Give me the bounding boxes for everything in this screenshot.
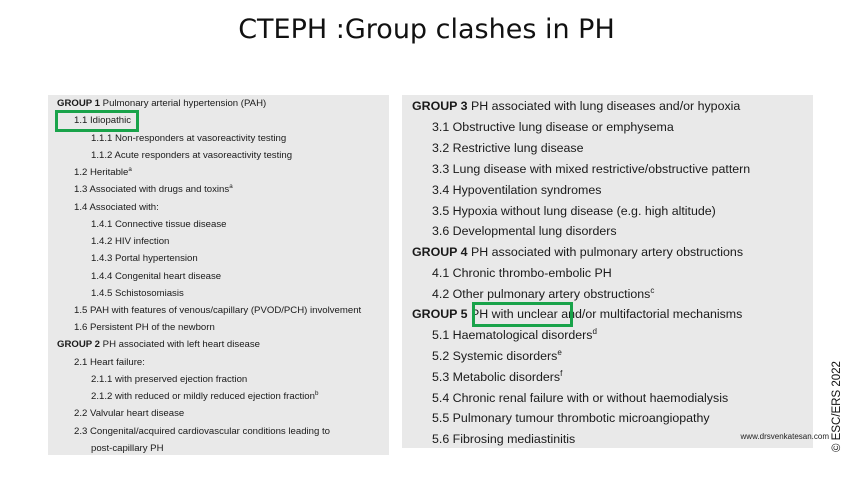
footnote-marker: c	[650, 285, 655, 295]
item-5-2	[432, 349, 562, 363]
item-text: 2.1.2 with reduced or mildly reduced ejection fraction	[91, 391, 315, 402]
item-4-1: 4.1 Chronic thrombo-embolic PH	[432, 266, 612, 280]
item-5-3	[432, 370, 562, 384]
item-1-6: 1.6 Persistent PH of the newborn	[74, 322, 215, 333]
item-text: 1.3 Associated with drugs and toxins	[74, 184, 230, 195]
item-1-4-4: 1.4.4 Congenital heart disease	[91, 271, 222, 282]
group-label: GROUP 4	[412, 245, 468, 259]
item-2-3-cont: post-capillary PH	[91, 443, 164, 454]
item-3-2: 3.2 Restrictive lung disease	[432, 141, 584, 155]
group-1-heading	[57, 98, 266, 109]
group-2-heading	[57, 339, 260, 350]
footnote-marker: a	[128, 165, 132, 173]
item-3-1: 3.1 Obstructive lung disease or emphysema	[432, 120, 674, 134]
item-1-1-2: 1.1.2 Acute responders at vasoreactivity testing	[91, 150, 293, 161]
item-2-1-1: 2.1.1 with preserved ejection fraction	[91, 374, 248, 385]
item-3-4: 3.4 Hypoventilation syndromes	[432, 183, 602, 197]
item-1-4: 1.4 Associated with:	[74, 202, 159, 213]
item-3-6: 3.6 Developmental lung disorders	[432, 224, 617, 238]
idiopathic-highlight-box	[55, 110, 139, 132]
item-4-2	[432, 287, 654, 301]
item-1-3	[74, 184, 233, 195]
item-text: 5.1 Haematological disorders	[432, 328, 593, 342]
item-1-5: 1.5 PAH with features of venous/capillary (PVOD/PCH) involvement	[74, 305, 362, 316]
item-5-5: 5.5 Pulmonary tumour thrombotic microangiopathy	[432, 411, 710, 425]
item-2-1-2	[91, 391, 318, 402]
item-1-1-1: 1.1.1 Non-responders at vasoreactivity testing	[91, 133, 287, 144]
group-label: GROUP 2	[57, 339, 101, 350]
item-text: 5.3 Metabolic disorders	[432, 370, 561, 384]
footnote-marker: e	[557, 347, 562, 357]
watermark: www.drsvenkatesan.com	[740, 432, 829, 441]
item-5-4: 5.4 Chronic renal failure with or without haemodialysis	[432, 391, 729, 405]
item-1-4-1: 1.4.1 Connective tissue disease	[91, 219, 227, 230]
item-text: 5.2 Systemic disorders	[432, 349, 558, 363]
footnote-marker: f	[560, 368, 563, 378]
item-1-4-5: 1.4.5 Schistosomiasis	[91, 288, 184, 299]
slide-title: CTEPH :Group clashes in PH	[238, 14, 615, 45]
group-5-heading	[412, 307, 742, 321]
item-2-3: 2.3 Congenital/acquired cardiovascular conditions leading to	[74, 426, 330, 437]
group-text: PH associated with lung diseases and/or hypoxia	[467, 99, 741, 113]
group-4-heading	[412, 245, 743, 259]
item-3-5: 3.5 Hypoxia without lung disease (e.g. high altitude)	[432, 204, 716, 218]
item-1-4-3: 1.4.3 Portal hypertension	[91, 253, 198, 264]
item-1-2	[74, 167, 132, 178]
group-text: Pulmonary arterial hypertension (PAH)	[100, 98, 267, 109]
group-label: GROUP 1	[57, 98, 101, 109]
item-1-4-2: 1.4.2 HIV infection	[91, 236, 170, 247]
item-2-1: 2.1 Heart failure:	[74, 357, 145, 368]
item-5-6: 5.6 Fibrosing mediastinitis	[432, 432, 576, 446]
item-2-2: 2.2 Valvular heart disease	[74, 408, 185, 419]
item-text: 4.2 Other pulmonary artery obstructions	[432, 287, 651, 301]
unclear-mechanisms-highlight-box	[472, 302, 573, 327]
group-label: GROUP 5	[412, 307, 468, 321]
classification-table-right	[402, 95, 813, 448]
footnote-marker: a	[229, 182, 233, 190]
item-1-1: 1.1 Idiopathic	[74, 115, 132, 126]
group-label: GROUP 3	[412, 99, 468, 113]
copyright-notice: © ESC/ERS 2022	[831, 361, 843, 452]
item-3-3: 3.3 Lung disease with mixed restrictive/obstructive pattern	[432, 162, 751, 176]
classification-table-left	[48, 95, 389, 455]
group-3-heading	[412, 99, 740, 113]
group-text: PH associated with pulmonary artery obstructions	[467, 245, 744, 259]
item-5-1	[432, 328, 597, 342]
footnote-marker: d	[592, 326, 597, 336]
item-text: 1.2 Heritable	[74, 167, 129, 178]
group-text: PH associated with left heart disease	[100, 339, 260, 350]
group-text: PH with unclear and/or multifactorial mechanisms	[467, 307, 743, 321]
footnote-marker: b	[314, 389, 319, 397]
